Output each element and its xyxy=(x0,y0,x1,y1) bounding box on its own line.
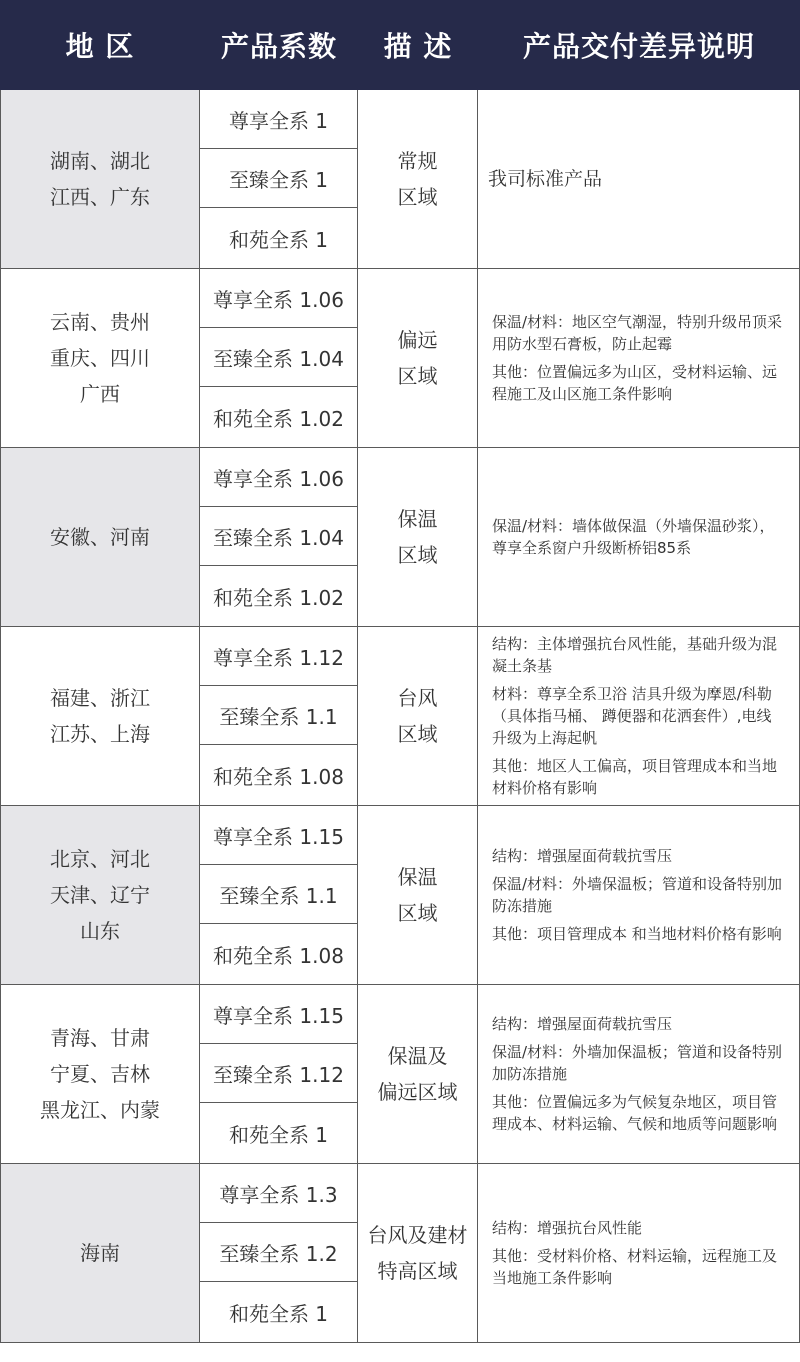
difference-paragraph: 结构：增强抗台风性能 xyxy=(492,1219,643,1237)
description-line: 区域 xyxy=(397,901,438,925)
difference-paragraph: 保温/材料：墙体做保温（外墙保温砂浆），尊享全系窗户升级断桥铝85系 xyxy=(492,517,775,557)
difference-paragraph: 结构：增强屋面荷载抗雪压 xyxy=(492,847,673,865)
region-line: 安徽、河南 xyxy=(50,525,150,549)
difference-cell xyxy=(478,269,800,448)
header-description: 描 述 xyxy=(358,0,478,90)
difference-paragraph: 保温/材料：地区空气潮湿，特别升级吊顶采用防水型石膏板，防止起霉 xyxy=(492,313,783,353)
description-line: 台风 xyxy=(397,686,438,710)
region-cell xyxy=(0,806,200,985)
region-cell xyxy=(0,90,200,269)
coefficient-value: 至臻全系 1.2 xyxy=(200,1223,357,1282)
coefficient-value: 至臻全系 1.12 xyxy=(200,1044,357,1103)
difference-paragraph: 材料：尊享全系卫浴 洁具升级为摩恩/科勒（具体指马桶、 蹲便器和花洒套件）,电线升级为上海起帆 xyxy=(492,685,772,747)
difference-paragraph: 其他：位置偏远多为气候复杂地区，项目管理成本、材料运输、气候和地质等问题影响 xyxy=(492,1093,778,1133)
difference-paragraph: 其他：项目管理成本 和当地材料价格有影响 xyxy=(492,925,782,943)
region-line: 山东 xyxy=(80,919,120,943)
coefficient-value: 至臻全系 1.1 xyxy=(200,686,357,745)
difference-paragraph: 结构：主体增强抗台风性能，基础升级为混凝土条基 xyxy=(492,635,778,675)
coefficient-value: 尊享全系 1.3 xyxy=(200,1164,357,1223)
region-cell xyxy=(0,1164,200,1343)
difference-cell xyxy=(478,806,800,985)
coefficient-value: 和苑全系 1 xyxy=(228,227,329,252)
coefficient-value: 至臻全系 1.1 xyxy=(200,865,357,924)
coefficient-value: 至臻全系 1.04 xyxy=(200,507,357,566)
coefficient-cell xyxy=(200,1164,358,1343)
difference-paragraph: 结构：增强屋面荷载抗雪压 xyxy=(492,1015,673,1033)
difference-paragraph: 我司标准产品 xyxy=(488,168,603,190)
coefficient-value: 尊享全系 1.06 xyxy=(200,448,357,507)
header-difference: 产品交付差异说明 xyxy=(478,0,800,90)
coefficient-cell xyxy=(200,806,358,985)
coefficient-value: 至臻全系 1.04 xyxy=(200,328,357,387)
coefficient-value: 和苑全系 1.02 xyxy=(213,406,344,431)
description-cell xyxy=(358,1164,478,1343)
description-line: 区域 xyxy=(397,543,438,567)
coefficient-value: 和苑全系 1 xyxy=(228,1301,329,1326)
description-line: 偏远 xyxy=(397,328,438,352)
description-line: 区域 xyxy=(397,722,438,746)
coefficient-cell xyxy=(200,448,358,627)
region-line: 广西 xyxy=(80,382,120,406)
description-line: 台风及建材 xyxy=(367,1223,468,1247)
description-line: 特高区域 xyxy=(377,1259,458,1283)
coefficient-value: 尊享全系 1.12 xyxy=(200,627,357,686)
region-line: 北京、河北 xyxy=(50,847,150,871)
coefficient-value: 尊享全系 1.06 xyxy=(200,269,357,328)
region-line: 海南 xyxy=(80,1241,120,1265)
region-line: 福建、浙江 xyxy=(50,686,150,710)
coefficient-value: 和苑全系 1.08 xyxy=(213,764,344,789)
region-cell xyxy=(0,985,200,1164)
region-line: 重庆、四川 xyxy=(50,346,150,370)
coefficient-cell xyxy=(200,269,358,448)
difference-paragraph: 其他：地区人工偏高，项目管理成本和当地材料价格有影响 xyxy=(492,757,778,797)
difference-cell xyxy=(478,90,800,269)
coefficient-value: 和苑全系 1 xyxy=(228,1122,329,1147)
coefficient-value: 尊享全系 1.15 xyxy=(200,806,357,865)
region-line: 江西、广东 xyxy=(50,185,150,209)
region-line: 宁夏、吉林 xyxy=(50,1062,150,1086)
coefficient-value: 尊享全系 1 xyxy=(200,90,357,149)
difference-paragraph: 其他：受材料价格、材料运输，远程施工及当地施工条件影响 xyxy=(492,1247,778,1287)
region-cell xyxy=(0,269,200,448)
region-line: 云南、贵州 xyxy=(50,310,150,334)
description-line: 保温 xyxy=(397,865,438,889)
region-line: 黑龙江、内蒙 xyxy=(40,1098,160,1122)
coefficient-value: 和苑全系 1.08 xyxy=(213,943,344,968)
description-line: 常规 xyxy=(397,149,438,173)
difference-paragraph: 保温/材料：外墙加保温板；管道和设备特别加防冻措施 xyxy=(492,1043,783,1083)
region-line: 青海、甘肃 xyxy=(50,1026,150,1050)
region-line: 湖南、湖北 xyxy=(50,149,150,173)
description-line: 区域 xyxy=(397,364,438,388)
difference-cell xyxy=(478,985,800,1164)
description-cell xyxy=(358,806,478,985)
description-line: 保温 xyxy=(397,507,438,531)
header-coefficient: 产品系数 xyxy=(200,0,358,90)
description-cell xyxy=(358,985,478,1164)
coefficient-cell xyxy=(200,985,358,1164)
description-cell xyxy=(358,448,478,627)
header-region: 地 区 xyxy=(0,0,200,90)
difference-cell xyxy=(478,1164,800,1343)
description-cell xyxy=(358,90,478,269)
coefficient-value: 至臻全系 1 xyxy=(200,149,357,208)
description-cell xyxy=(358,269,478,448)
table-body xyxy=(0,90,800,1343)
description-line: 区域 xyxy=(397,185,438,209)
description-line: 偏远区域 xyxy=(377,1080,458,1104)
difference-cell xyxy=(478,627,800,806)
region-line: 天津、辽宁 xyxy=(50,883,150,907)
coefficient-cell xyxy=(200,627,358,806)
description-line: 保温及 xyxy=(387,1044,448,1068)
region-coefficient-table xyxy=(0,0,800,90)
coefficient-cell xyxy=(200,90,358,269)
difference-paragraph: 保温/材料：外墙保温板；管道和设备特别加防冻措施 xyxy=(492,875,783,915)
difference-cell xyxy=(478,448,800,627)
description-cell xyxy=(358,627,478,806)
coefficient-value: 和苑全系 1.02 xyxy=(213,585,344,610)
difference-paragraph: 其他：位置偏远多为山区，受材料运输、远程施工及山区施工条件影响 xyxy=(492,363,778,403)
region-cell xyxy=(0,627,200,806)
region-line: 江苏、上海 xyxy=(50,722,150,746)
coefficient-value: 尊享全系 1.15 xyxy=(200,985,357,1044)
region-cell xyxy=(0,448,200,627)
